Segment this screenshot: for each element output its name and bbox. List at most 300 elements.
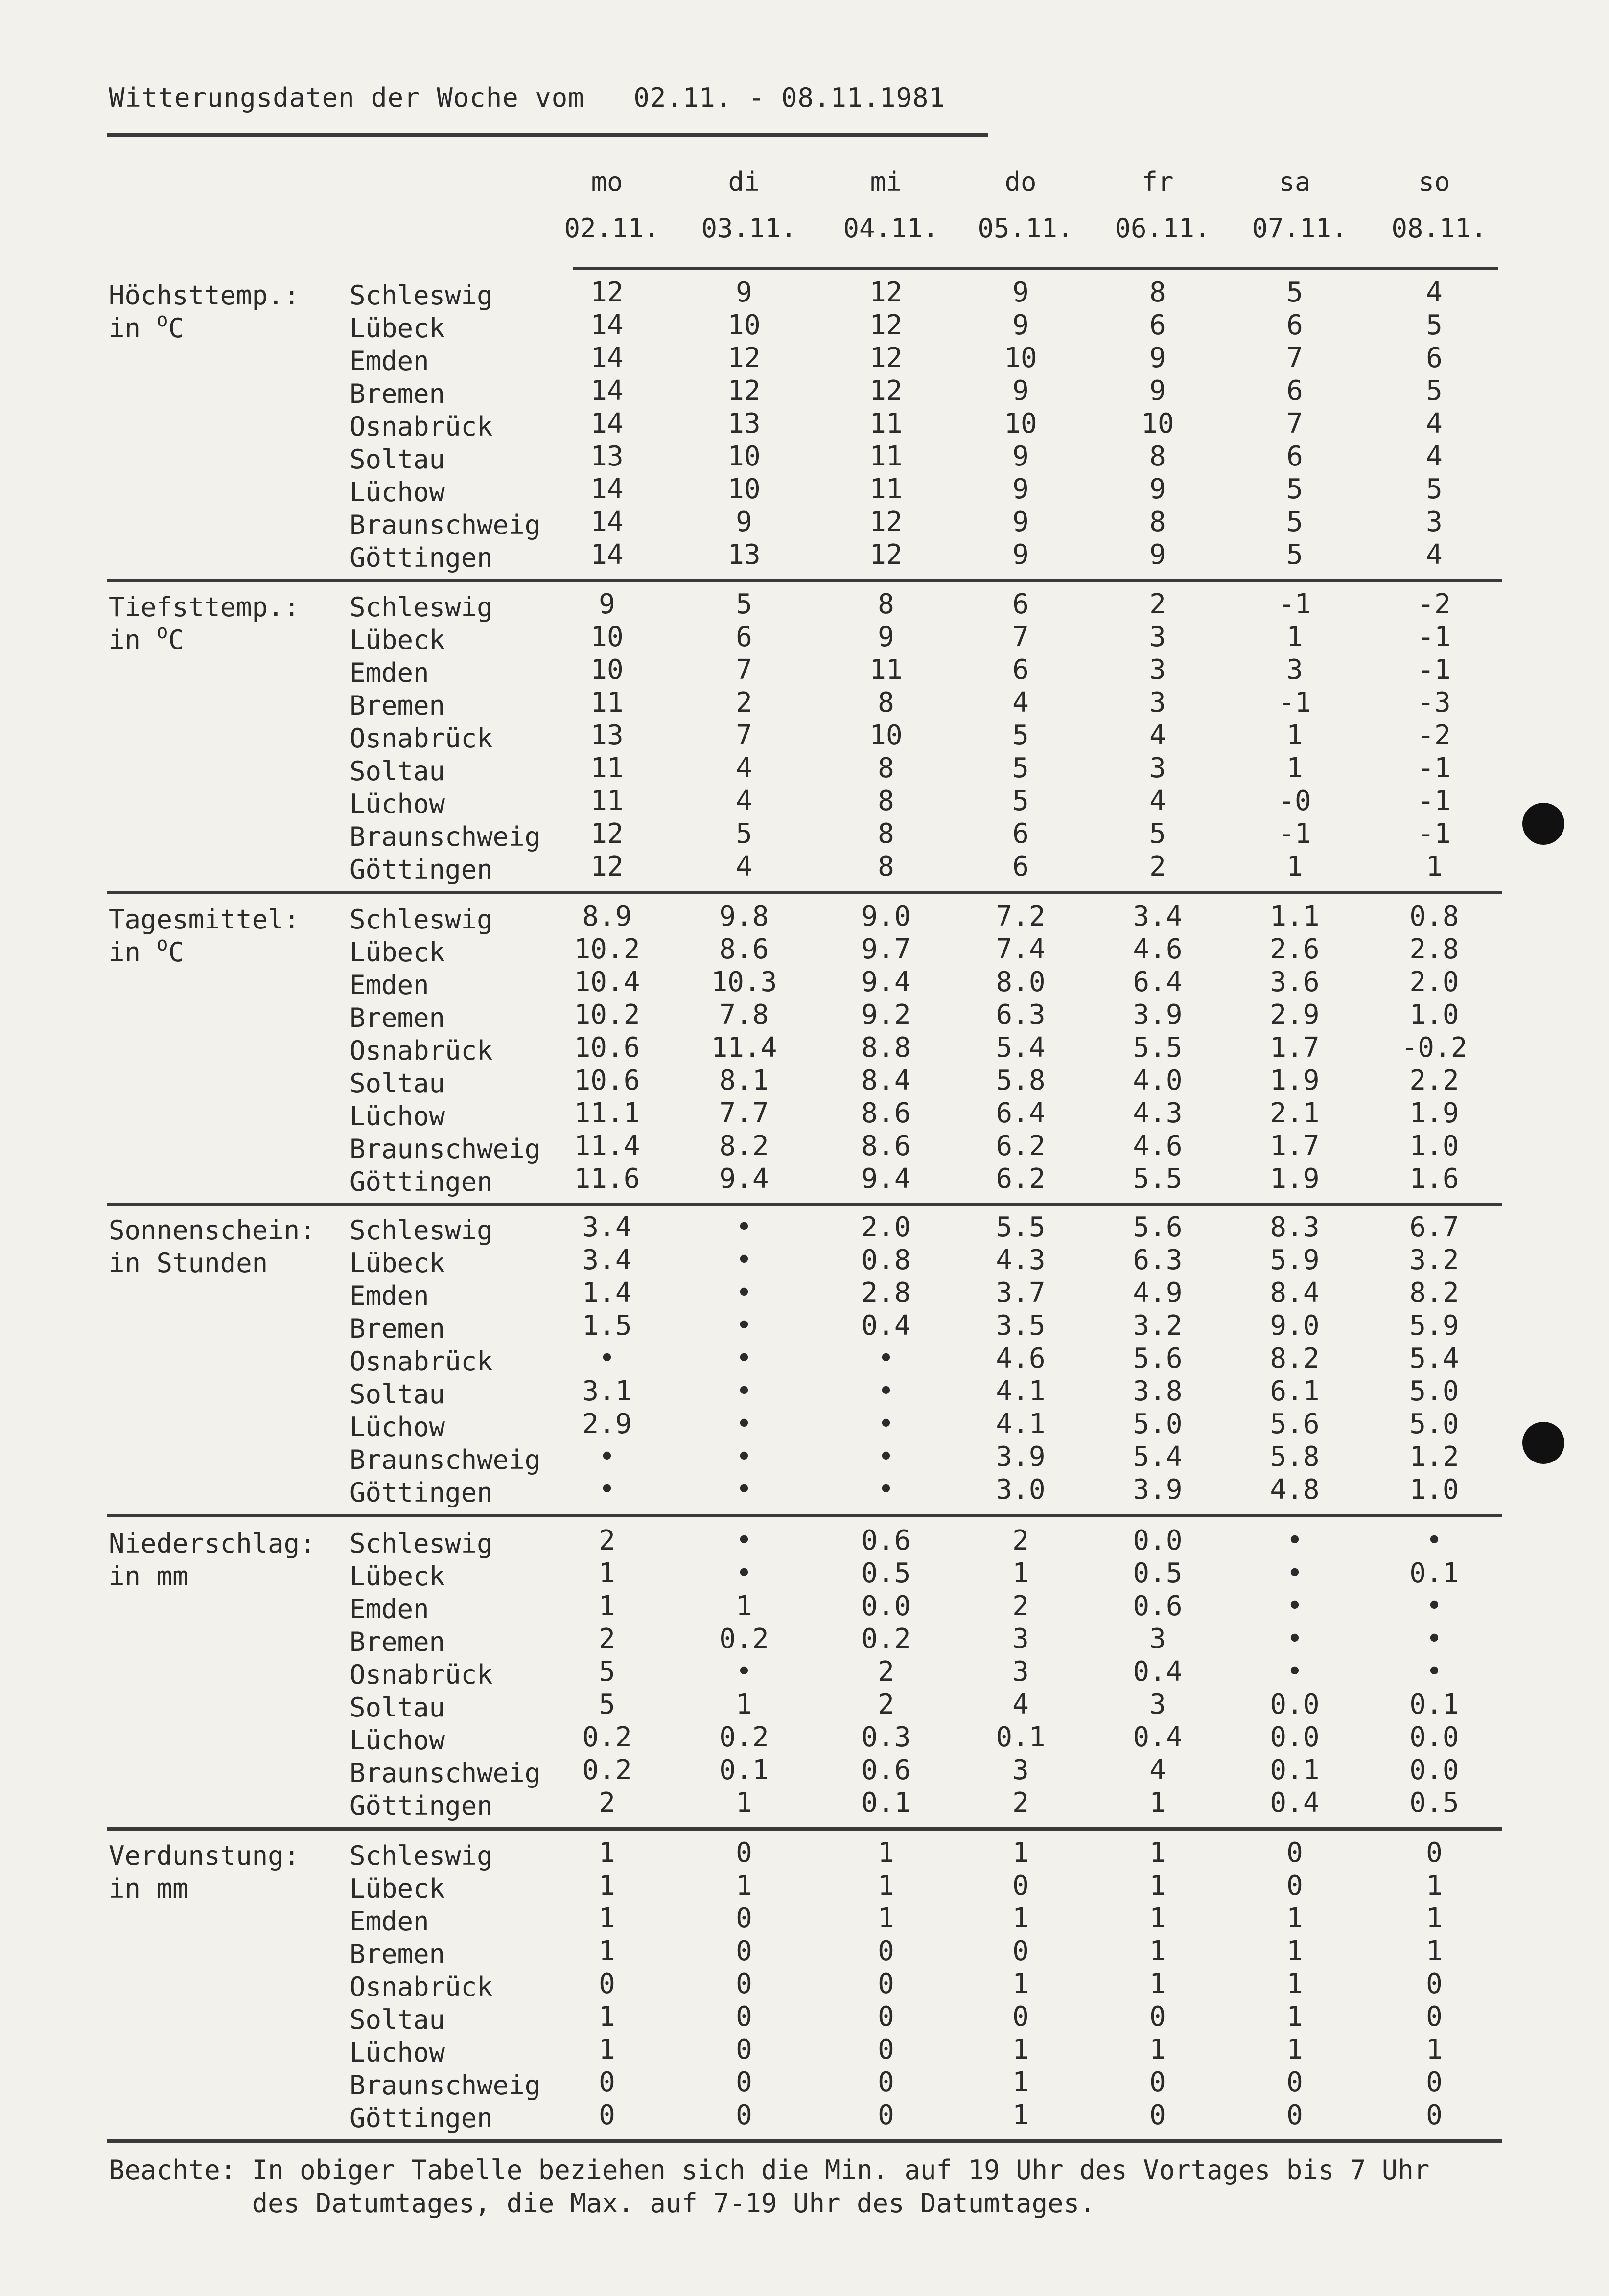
table-cell: 14 bbox=[590, 375, 624, 407]
table-cell: • bbox=[736, 1408, 752, 1440]
table-cell: 14 bbox=[590, 309, 624, 341]
date-label: 07.11. bbox=[1252, 213, 1348, 244]
table-cell: 0 bbox=[1426, 2066, 1443, 2098]
table-cell: 10.2 bbox=[574, 999, 640, 1031]
section-label-unit bbox=[109, 1872, 300, 1908]
table-cell: 9 bbox=[1012, 375, 1029, 407]
table-cell: 0 bbox=[1149, 2066, 1166, 2098]
date-label: 05.11. bbox=[978, 213, 1073, 244]
section-label-main: Tiefsttemp.: bbox=[109, 592, 300, 623]
table-cell: 14 bbox=[590, 506, 624, 538]
table-cell: • bbox=[736, 1211, 752, 1243]
table-cell: 10.3 bbox=[711, 966, 777, 998]
table-cell: 8 bbox=[878, 785, 894, 817]
table-cell: 1 bbox=[1286, 851, 1303, 882]
table-cell: 0.3 bbox=[861, 1721, 911, 1753]
table-cell: 0 bbox=[599, 2066, 615, 2098]
table-cell: • bbox=[1286, 1656, 1303, 1688]
table-cell: 2 bbox=[599, 1525, 615, 1556]
table-cell: 1 bbox=[599, 1837, 615, 1869]
table-cell: 0.1 bbox=[861, 1787, 911, 1819]
station-name: Schleswig bbox=[350, 904, 493, 935]
table-cell: -1 bbox=[1278, 687, 1311, 719]
table-cell: 0.5 bbox=[1409, 1787, 1459, 1819]
degree-sign: o bbox=[156, 309, 168, 331]
table-cell: 1.4 bbox=[582, 1277, 632, 1309]
table-cell: 5 bbox=[1286, 277, 1303, 308]
table-cell: • bbox=[1426, 1525, 1443, 1556]
table-cell: • bbox=[878, 1408, 894, 1440]
table-cell: 1 bbox=[736, 1689, 752, 1720]
table-cell: 14 bbox=[590, 408, 624, 440]
table-cell: 4.3 bbox=[996, 1244, 1046, 1276]
table-cell: 6 bbox=[1149, 309, 1166, 341]
section-label-main: Niederschlag: bbox=[109, 1528, 316, 1559]
table-cell: 7 bbox=[1286, 342, 1303, 374]
table-cell: 5 bbox=[1286, 473, 1303, 505]
table-cell: 5 bbox=[736, 818, 752, 850]
table-cell: 0.1 bbox=[1409, 1557, 1459, 1589]
table-cell: 1 bbox=[1149, 1837, 1166, 1869]
table-cell: 5.4 bbox=[1133, 1441, 1183, 1473]
table-cell: 9 bbox=[736, 506, 752, 538]
table-cell: • bbox=[1286, 1623, 1303, 1655]
section-label-main: Tagesmittel: bbox=[109, 904, 300, 935]
table-cell: 1 bbox=[599, 1557, 615, 1589]
table-cell: 11.4 bbox=[711, 1032, 777, 1064]
table-cell: 1 bbox=[599, 1902, 615, 1934]
table-cell: 1 bbox=[1286, 2034, 1303, 2065]
station-name: Bremen bbox=[350, 690, 445, 721]
station-name: Schleswig bbox=[350, 1840, 493, 1871]
table-cell: 10 bbox=[727, 441, 761, 472]
table-cell: 4 bbox=[1426, 408, 1443, 440]
table-cell: 6.7 bbox=[1409, 1211, 1459, 1243]
degree-sign: o bbox=[156, 621, 168, 643]
table-cell: 3 bbox=[1149, 1623, 1166, 1655]
table-cell: 12 bbox=[869, 375, 903, 407]
table-cell: 1 bbox=[1426, 1902, 1443, 1934]
table-cell: • bbox=[1286, 1525, 1303, 1556]
table-cell: -1 bbox=[1278, 588, 1311, 620]
table-cell: 0 bbox=[1286, 2099, 1303, 2131]
table-cell: 1 bbox=[599, 1590, 615, 1622]
unit-suffix: C bbox=[168, 313, 185, 344]
station-name: Lüchow bbox=[350, 789, 445, 819]
table-cell: 4.6 bbox=[1133, 1130, 1183, 1162]
table-cell: 1 bbox=[1426, 1870, 1443, 1902]
station-name: Göttingen bbox=[350, 1790, 493, 1821]
table-cell: 4.1 bbox=[996, 1375, 1046, 1407]
section-label-main: Sonnenschein: bbox=[109, 1215, 316, 1246]
table-cell: 6.4 bbox=[996, 1097, 1046, 1129]
table-cell: 0 bbox=[736, 2001, 752, 2033]
table-cell: 5.9 bbox=[1270, 1244, 1320, 1276]
table-cell: 4.6 bbox=[1133, 933, 1183, 965]
table-cell: • bbox=[599, 1343, 615, 1374]
table-cell: 10.6 bbox=[574, 1032, 640, 1064]
table-cell: 9.4 bbox=[719, 1163, 769, 1195]
table-cell: 9 bbox=[1012, 309, 1029, 341]
table-cell: 1.0 bbox=[1409, 1130, 1459, 1162]
table-cell: 5 bbox=[599, 1656, 615, 1688]
table-cell: 1.0 bbox=[1409, 1474, 1459, 1506]
station-name: Braunschweig bbox=[350, 1134, 541, 1164]
table-cell: 0 bbox=[736, 2034, 752, 2065]
table-cell: 5 bbox=[1286, 506, 1303, 538]
table-cell: 9 bbox=[1149, 473, 1166, 505]
table-cell: 0.0 bbox=[1270, 1689, 1320, 1720]
table-cell: 8 bbox=[1149, 277, 1166, 308]
section-label bbox=[109, 1527, 316, 1596]
table-cell: 10.4 bbox=[574, 966, 640, 998]
table-cell: -0 bbox=[1278, 785, 1311, 817]
table-cell: 1 bbox=[878, 1837, 894, 1869]
station-name: Soltau bbox=[350, 756, 445, 787]
table-cell: 4 bbox=[736, 851, 752, 882]
station-name: Osnabrück bbox=[350, 723, 493, 754]
table-cell: 9.8 bbox=[719, 901, 769, 932]
table-cell: 10 bbox=[869, 719, 903, 751]
table-cell: • bbox=[736, 1474, 752, 1506]
date-label: 02.11. bbox=[564, 213, 660, 244]
station-name: Lübeck bbox=[350, 1248, 445, 1278]
table-cell: 5.0 bbox=[1409, 1375, 1459, 1407]
table-cell: 12 bbox=[727, 375, 761, 407]
table-cell: 8.2 bbox=[719, 1130, 769, 1162]
table-cell: 9 bbox=[1149, 342, 1166, 374]
section-divider bbox=[107, 1514, 1502, 1517]
table-cell: 1 bbox=[1286, 2001, 1303, 2033]
station-name: Schleswig bbox=[350, 280, 493, 311]
table-cell: 6.2 bbox=[996, 1163, 1046, 1195]
station-name: Lüchow bbox=[350, 1412, 445, 1442]
table-cell: 3.4 bbox=[582, 1211, 632, 1243]
station-name: Braunschweig bbox=[350, 1758, 541, 1788]
table-cell: 5.5 bbox=[1133, 1032, 1183, 1064]
table-cell: 8 bbox=[1149, 506, 1166, 538]
footnote-line-1: Beachte: In obiger Tabelle beziehen sich die Min. auf 19 Uhr des Vortages bis 7 Uhr bbox=[109, 2155, 1430, 2185]
table-cell: 0 bbox=[1286, 1870, 1303, 1902]
table-cell: 4.8 bbox=[1270, 1474, 1320, 1506]
table-cell: • bbox=[736, 1375, 752, 1407]
station-name: Emden bbox=[350, 346, 429, 376]
section-label-main: Höchsttemp.: bbox=[109, 280, 300, 311]
table-cell: 0.4 bbox=[1133, 1721, 1183, 1753]
table-cell: 1 bbox=[1286, 752, 1303, 784]
table-cell: 11 bbox=[590, 785, 624, 817]
table-cell: 2.1 bbox=[1270, 1097, 1320, 1129]
section-label bbox=[109, 591, 300, 659]
table-cell: -0.2 bbox=[1401, 1032, 1468, 1064]
station-name: Schleswig bbox=[350, 592, 493, 623]
day-of-week-label: sa bbox=[1279, 166, 1311, 197]
title-underline bbox=[107, 133, 988, 137]
table-cell: 9.4 bbox=[861, 1163, 911, 1195]
section-label-unit bbox=[109, 621, 300, 659]
table-cell: 2.2 bbox=[1409, 1065, 1459, 1096]
table-cell: 0 bbox=[736, 2099, 752, 2131]
table-cell: 10 bbox=[1004, 342, 1037, 374]
table-cell: 0 bbox=[1012, 2001, 1029, 2033]
table-cell: -2 bbox=[1418, 719, 1451, 751]
table-cell: 0 bbox=[736, 2066, 752, 2098]
table-cell: -2 bbox=[1418, 588, 1451, 620]
table-cell: 5 bbox=[1426, 473, 1443, 505]
table-cell: 1.9 bbox=[1409, 1097, 1459, 1129]
table-cell: 9 bbox=[1012, 441, 1029, 472]
table-cell: 1 bbox=[1012, 1837, 1029, 1869]
table-cell: -3 bbox=[1418, 687, 1451, 719]
station-name: Bremen bbox=[350, 1626, 445, 1657]
table-cell: 6 bbox=[1286, 441, 1303, 472]
table-cell: 2 bbox=[1012, 1590, 1029, 1622]
unit-text: in Stunden bbox=[109, 1248, 268, 1278]
section-label-main: Verdunstung: bbox=[109, 1840, 300, 1871]
table-cell: 11.6 bbox=[574, 1163, 640, 1195]
table-cell: 5 bbox=[1012, 719, 1029, 751]
station-name: Osnabrück bbox=[350, 1659, 493, 1690]
table-cell: 9 bbox=[1012, 473, 1029, 505]
table-cell: 5 bbox=[1426, 309, 1443, 341]
table-cell: 1 bbox=[736, 1787, 752, 1819]
station-name: Bremen bbox=[350, 1939, 445, 1970]
table-cell: • bbox=[736, 1441, 752, 1473]
table-cell: 12 bbox=[590, 818, 624, 850]
table-cell: 7.2 bbox=[996, 901, 1046, 932]
station-name: Osnabrück bbox=[350, 1035, 493, 1066]
table-cell: 0.6 bbox=[861, 1754, 911, 1786]
table-cell: 6.3 bbox=[1133, 1244, 1183, 1276]
table-cell: 13 bbox=[727, 539, 761, 571]
station-name: Lüchow bbox=[350, 1725, 445, 1756]
table-cell: 0.8 bbox=[1409, 901, 1459, 932]
table-cell: 3.9 bbox=[996, 1441, 1046, 1473]
table-cell: 0 bbox=[1286, 1837, 1303, 1869]
table-cell: 1 bbox=[1149, 1870, 1166, 1902]
table-cell: 1 bbox=[1012, 2034, 1029, 2065]
table-cell: 0.4 bbox=[1133, 1656, 1183, 1688]
station-name: Osnabrück bbox=[350, 411, 493, 442]
table-cell: • bbox=[878, 1474, 894, 1506]
table-cell: 6 bbox=[736, 621, 752, 653]
table-cell: 2 bbox=[599, 1787, 615, 1819]
footnote-line-2: des Datumtages, die Max. auf 7-19 Uhr des Datumtages. bbox=[109, 2188, 1096, 2219]
table-cell: 1 bbox=[1149, 1968, 1166, 2000]
table-cell: 0.1 bbox=[1409, 1689, 1459, 1720]
table-cell: • bbox=[1426, 1656, 1443, 1688]
unit-suffix: C bbox=[168, 937, 185, 968]
table-cell: 3 bbox=[1149, 1689, 1166, 1720]
table-cell: 1 bbox=[878, 1902, 894, 1934]
section-divider bbox=[107, 1203, 1502, 1206]
station-name: Göttingen bbox=[350, 1477, 493, 1508]
station-name: Osnabrück bbox=[350, 1346, 493, 1377]
table-cell: 0.4 bbox=[861, 1310, 911, 1342]
table-cell: • bbox=[1286, 1590, 1303, 1622]
table-cell: 7 bbox=[736, 719, 752, 751]
table-cell: 7 bbox=[736, 654, 752, 686]
table-cell: 6 bbox=[1286, 375, 1303, 407]
table-cell: 3.4 bbox=[582, 1244, 632, 1276]
table-cell: -1 bbox=[1418, 654, 1451, 686]
day-of-week-label: di bbox=[728, 166, 760, 197]
table-cell: 11.4 bbox=[574, 1130, 640, 1162]
section-label bbox=[109, 903, 300, 972]
table-cell: 12 bbox=[869, 309, 903, 341]
table-cell: 1.6 bbox=[1409, 1163, 1459, 1195]
table-cell: 10.6 bbox=[574, 1065, 640, 1096]
table-cell: • bbox=[1426, 1623, 1443, 1655]
station-name: Soltau bbox=[350, 1068, 445, 1099]
table-cell: 1 bbox=[599, 1870, 615, 1902]
table-cell: 1 bbox=[599, 1935, 615, 1967]
table-cell: 3 bbox=[1149, 687, 1166, 719]
table-cell: • bbox=[736, 1343, 752, 1374]
unit-suffix: C bbox=[168, 625, 185, 655]
table-cell: 12 bbox=[869, 506, 903, 538]
table-cell: 0.5 bbox=[861, 1557, 911, 1589]
table-cell: 5 bbox=[736, 588, 752, 620]
table-cell: 4 bbox=[1426, 539, 1443, 571]
table-cell: 8 bbox=[878, 588, 894, 620]
table-cell: -1 bbox=[1418, 621, 1451, 653]
footnote bbox=[109, 2154, 1429, 2220]
table-cell: 3.5 bbox=[996, 1310, 1046, 1342]
station-name: Lüchow bbox=[350, 1101, 445, 1132]
table-cell: 4 bbox=[1149, 719, 1166, 751]
table-cell: 9.7 bbox=[861, 933, 911, 965]
section-divider bbox=[107, 891, 1502, 894]
table-cell: 1 bbox=[1149, 1902, 1166, 1934]
table-cell: 6 bbox=[1286, 309, 1303, 341]
station-name: Lübeck bbox=[350, 937, 445, 968]
table-cell: 6 bbox=[1012, 654, 1029, 686]
table-cell: 1.9 bbox=[1270, 1163, 1320, 1195]
station-name: Emden bbox=[350, 1594, 429, 1624]
section-label-unit bbox=[109, 309, 300, 348]
table-cell: • bbox=[736, 1557, 752, 1589]
table-cell: 4.0 bbox=[1133, 1065, 1183, 1096]
table-cell: 1 bbox=[1286, 1902, 1303, 1934]
table-cell: 5 bbox=[1149, 818, 1166, 850]
table-cell: 3 bbox=[1149, 654, 1166, 686]
section-divider bbox=[107, 579, 1502, 582]
table-cell: 8.6 bbox=[861, 1097, 911, 1129]
table-cell: 6.2 bbox=[996, 1130, 1046, 1162]
table-cell: 2.9 bbox=[1270, 999, 1320, 1031]
table-cell: 1 bbox=[1149, 2034, 1166, 2065]
table-cell: 2 bbox=[599, 1623, 615, 1655]
table-cell: 9.4 bbox=[861, 966, 911, 998]
station-name: Göttingen bbox=[350, 542, 493, 573]
table-cell: 6.1 bbox=[1270, 1375, 1320, 1407]
table-cell: 4 bbox=[1012, 687, 1029, 719]
table-cell: 11 bbox=[590, 687, 624, 719]
table-cell: 5.6 bbox=[1270, 1408, 1320, 1440]
table-cell: 0 bbox=[1426, 1968, 1443, 2000]
table-cell: 0 bbox=[736, 1968, 752, 2000]
table-cell: 3.8 bbox=[1133, 1375, 1183, 1407]
date-label: 06.11. bbox=[1115, 213, 1211, 244]
table-cell: 1 bbox=[1012, 1557, 1029, 1589]
unit-text: in bbox=[109, 937, 157, 968]
table-cell: 14 bbox=[590, 342, 624, 374]
table-cell: 2.8 bbox=[1409, 933, 1459, 965]
table-cell: • bbox=[736, 1310, 752, 1342]
table-cell: 0.0 bbox=[861, 1590, 911, 1622]
table-cell: 5.6 bbox=[1133, 1343, 1183, 1374]
table-cell: 1 bbox=[1012, 1902, 1029, 1934]
table-cell: 8.9 bbox=[582, 901, 632, 932]
table-cell: 5 bbox=[1012, 752, 1029, 784]
page-title: Witterungsdaten der Woche vom 02.11. - 08.11.1981 bbox=[109, 82, 946, 113]
station-name: Emden bbox=[350, 657, 429, 688]
table-cell: 10 bbox=[727, 473, 761, 505]
table-cell: 0 bbox=[1426, 2001, 1443, 2033]
station-name: Lübeck bbox=[350, 1873, 445, 1904]
table-cell: 1 bbox=[1426, 1935, 1443, 1967]
table-cell: 4.1 bbox=[996, 1408, 1046, 1440]
table-cell: 9.0 bbox=[861, 901, 911, 932]
table-cell: • bbox=[599, 1474, 615, 1506]
station-name: Braunschweig bbox=[350, 821, 541, 852]
table-cell: 0 bbox=[878, 2034, 894, 2065]
table-cell: 10 bbox=[590, 654, 624, 686]
table-cell: 3.0 bbox=[996, 1474, 1046, 1506]
table-cell: 3 bbox=[1149, 752, 1166, 784]
section-label-unit bbox=[109, 1560, 316, 1596]
punch-hole bbox=[1522, 803, 1564, 845]
table-cell: 0 bbox=[1012, 1935, 1029, 1967]
table-cell: 5 bbox=[1012, 785, 1029, 817]
station-name: Lüchow bbox=[350, 477, 445, 508]
table-cell: 8.8 bbox=[861, 1032, 911, 1064]
section-divider bbox=[107, 2139, 1502, 2143]
table-cell: 10 bbox=[590, 621, 624, 653]
table-cell: 1 bbox=[1012, 2099, 1029, 2131]
table-cell: 5.0 bbox=[1133, 1408, 1183, 1440]
table-cell: 10.2 bbox=[574, 933, 640, 965]
table-cell: • bbox=[736, 1525, 752, 1556]
table-cell: 0 bbox=[599, 2099, 615, 2131]
table-cell: 4 bbox=[1012, 1689, 1029, 1720]
table-cell: 0.0 bbox=[1409, 1721, 1459, 1753]
table-cell: 1 bbox=[736, 1590, 752, 1622]
table-cell: 4 bbox=[1426, 441, 1443, 472]
station-name: Bremen bbox=[350, 378, 445, 409]
table-cell: 1 bbox=[878, 1870, 894, 1902]
table-cell: 12 bbox=[590, 851, 624, 882]
table-cell: 0 bbox=[878, 2001, 894, 2033]
table-cell: 1 bbox=[1426, 2034, 1443, 2065]
table-cell: 0.2 bbox=[582, 1754, 632, 1786]
table-cell: 0.0 bbox=[1270, 1721, 1320, 1753]
table-cell: • bbox=[1286, 1557, 1303, 1589]
table-cell: 5 bbox=[1426, 375, 1443, 407]
table-cell: 11 bbox=[590, 752, 624, 784]
table-cell: 0.2 bbox=[719, 1721, 769, 1753]
table-cell: 3 bbox=[1012, 1656, 1029, 1688]
table-cell: 2.6 bbox=[1270, 933, 1320, 965]
date-label: 08.11. bbox=[1391, 213, 1487, 244]
table-cell: 2.0 bbox=[861, 1211, 911, 1243]
table-cell: 2.9 bbox=[582, 1408, 632, 1440]
table-cell: • bbox=[1426, 1590, 1443, 1622]
table-cell: 8 bbox=[878, 851, 894, 882]
day-of-week-label: do bbox=[1004, 166, 1037, 197]
table-cell: 4 bbox=[736, 785, 752, 817]
